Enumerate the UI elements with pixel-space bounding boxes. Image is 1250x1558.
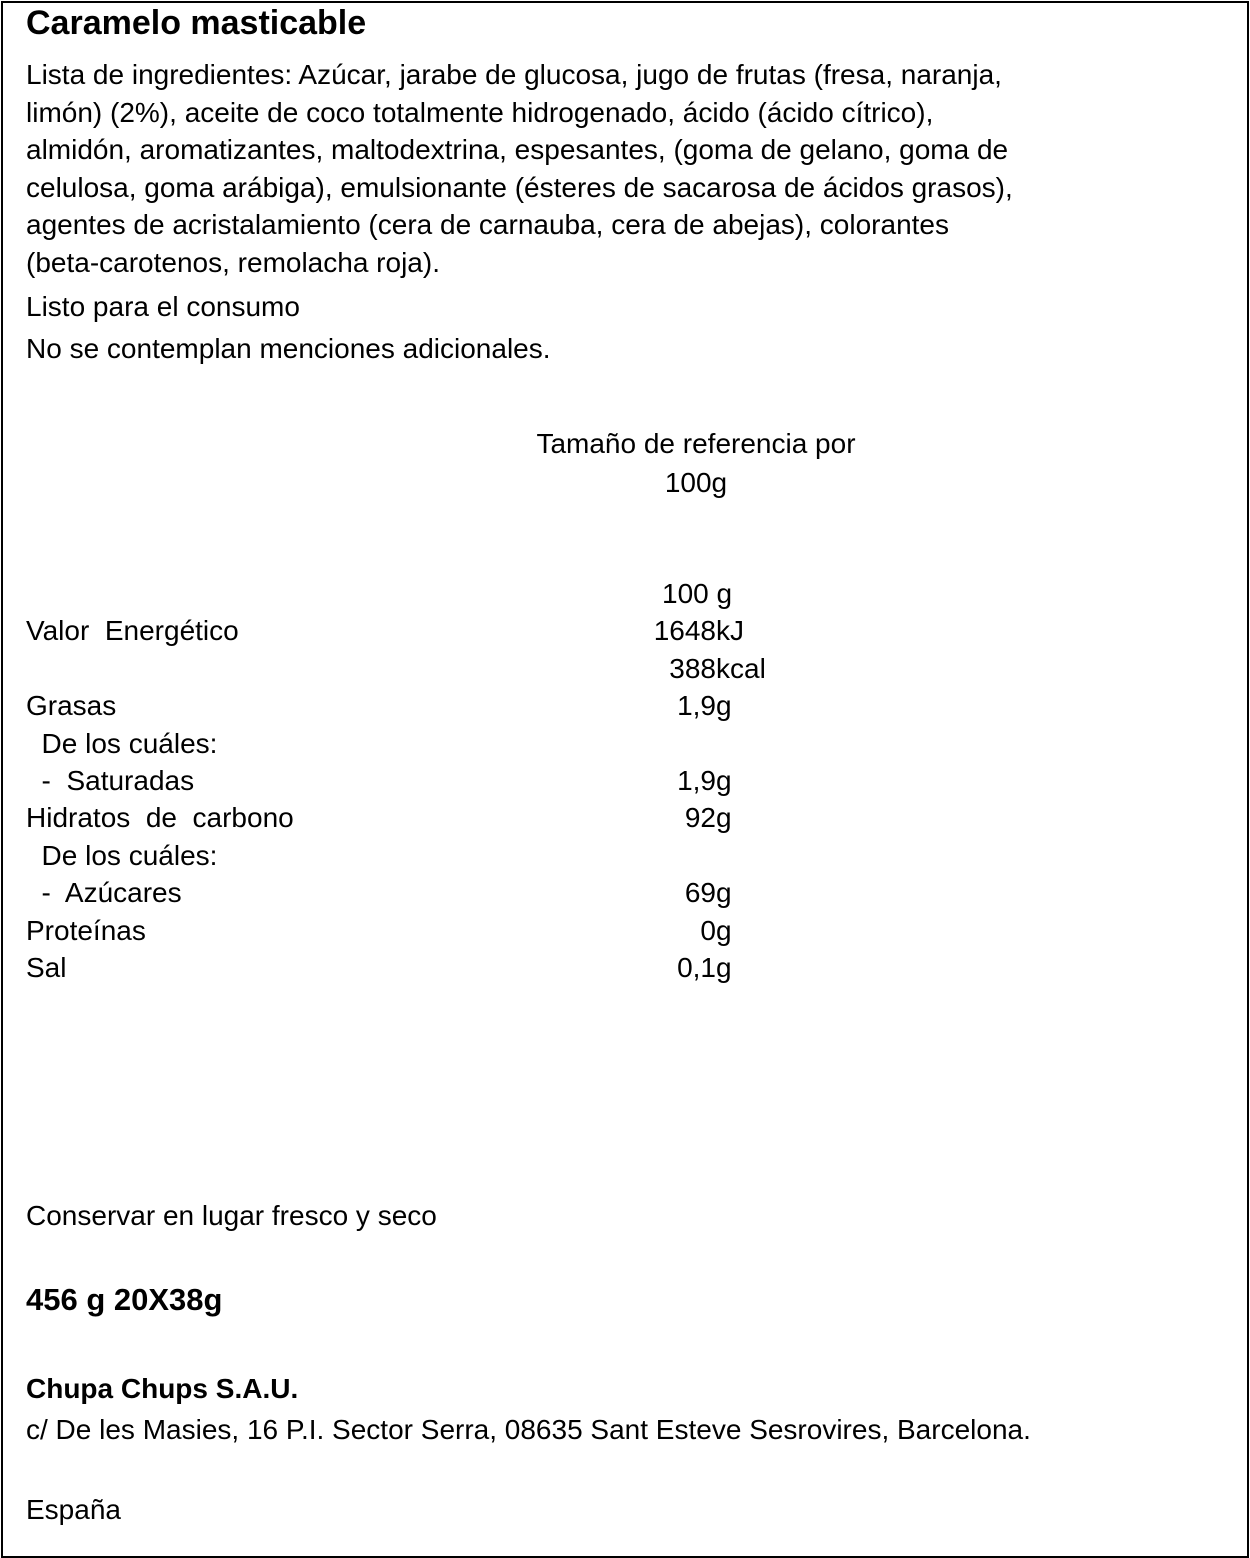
nutrition-table [26,575,1026,986]
nutrition-header-label: 100 g [662,578,733,609]
nutrient-unit: g [716,802,732,834]
reference-line-1: Tamaño de referencia por [536,428,856,459]
nutrient-value: 1648 [653,615,716,647]
nutrient-value: 0,1 [677,951,716,983]
storage-instructions: Conservar en lugar fresco y seco [26,1200,437,1231]
nutrient-unit: kJ [716,615,744,647]
ingredients-line: agentes de acristalamiento (cera de carnauba, cera de abejas), colorantes [26,209,949,240]
nutrition-header [26,575,1026,612]
nutrient-value: 69 [684,877,716,909]
nutrient-unit: g [716,764,732,796]
reference-size [400,425,992,502]
nutrient-label: De los cuáles: [26,839,218,871]
nutrition-row [26,687,1026,724]
ingredients-list [26,56,1013,281]
nutrition-row [26,612,1026,649]
ingredients-line: limón) (2%), aceite de coco totalmente hidrogenado, ácido (ácido cítrico), [26,96,934,128]
nutrient-value: 388 [669,652,716,684]
company-name: Chupa Chups S.A.U. [26,1373,299,1404]
nutrition-row [26,725,1026,762]
nutrient-label: - Saturadas [26,764,195,796]
nutrition-row [26,799,1026,836]
ingredients-line: almidón, aromatizantes, maltodextrina, espesantes, (goma de gelano, goma de [26,134,1009,165]
nutrient-value: 1,9 [677,690,716,722]
nutrient-label: De los cuáles: [26,727,218,759]
product-title: Caramelo masticable [26,4,367,42]
reference-line-2: 100g [664,466,728,498]
country: España [26,1494,121,1525]
nutrient-value: 92 [684,802,716,834]
nutrient-label: Grasas [26,690,117,722]
nutrient-unit: kcal [716,652,766,684]
nutrient-unit: g [716,914,732,946]
nutrition-row [26,912,1026,949]
nutrient-unit: g [716,951,732,983]
nutrition-row [26,762,1026,799]
nutrition-row [26,874,1026,911]
nutrient-value: 0 [700,914,716,946]
nutrition-row [26,650,1026,687]
additional-mentions: No se contemplan menciones adicionales. [26,333,551,364]
nutrient-label: Hidratos de carbono [26,802,294,834]
ingredients-line: Lista de ingredientes: Azúcar, jarabe de glucosa, jugo de frutas (fresa, naranja, [26,59,1002,90]
nutrition-row [26,949,1026,986]
nutrient-label: Valor Energético [26,615,239,647]
company-address: c/ De les Masies, 16 P.I. Sector Serra, 08635 Sant Esteve Sesrovires, Barcelona. [26,1414,1031,1445]
ingredients-line: celulosa, goma arábiga), emulsionante (ésteres de sacarosa de ácidos grasos), [26,171,1013,203]
nutrient-label: Proteínas [26,914,146,946]
ingredients-line: (beta-carotenos, remolacha roja). [26,246,440,278]
ready-to-eat: Listo para el consumo [26,291,300,322]
nutrient-unit: g [716,690,732,722]
net-weight: 456 g 20X38g [26,1282,223,1317]
nutrient-label: - Azúcares [26,877,182,909]
nutrient-label: Sal [26,951,67,983]
nutrient-unit: g [716,877,732,909]
nutrient-value: 1,9 [677,764,716,796]
nutrition-row [26,837,1026,874]
